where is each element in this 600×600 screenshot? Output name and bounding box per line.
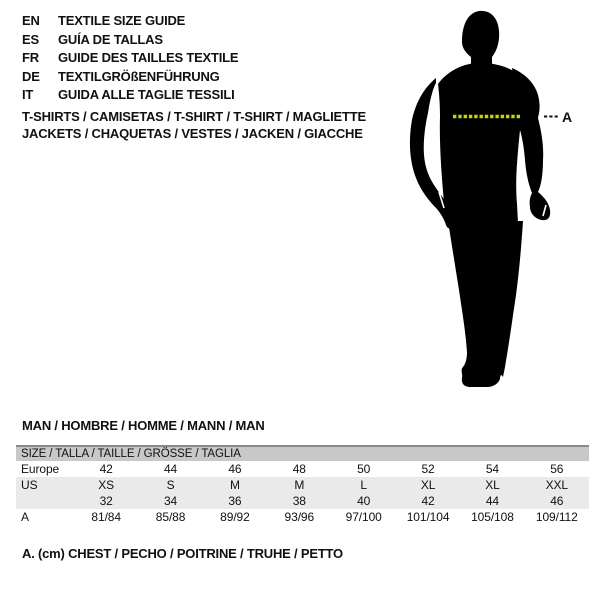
table-cell: XXL [545,478,568,492]
table-cell: 32 [99,494,113,508]
category-line: T-SHIRTS / CAMISETAS / T-SHIRT / T-SHIRT / MAGLIETTE [22,109,366,124]
table-row [16,493,589,509]
table-cell: 89/92 [220,510,250,524]
language-label: GUÍA DE TALLAS [58,31,163,47]
language-label: GUIDE DES TAILLES TEXTILE [58,50,239,65]
language-label: TEXTILGRÖßENFÜHRUNG [58,68,220,84]
row-label: US [21,478,38,492]
table-cell: 54 [485,462,500,476]
language-code: ES [22,31,39,47]
table-cell: 44 [163,462,178,476]
table-cell: 44 [485,494,500,508]
man-silhouette-figure [400,0,600,400]
row-label: A [21,510,29,524]
table-cell: L [360,478,367,492]
language-code: IT [22,87,34,102]
table-cell: 50 [357,462,371,476]
measure-label-a: A [562,109,573,125]
table-cell: 42 [99,462,113,476]
man-silhouette-svg [400,0,600,400]
measurement-footnote: A. (cm) CHEST / PECHO / POITRINE / TRUHE / PETTO [22,546,343,561]
table-cell: 85/88 [155,510,186,524]
man-silhouette [410,11,550,387]
table-row [16,509,589,525]
table-cell: 52 [421,462,435,476]
table-cell: XL [420,478,436,492]
table-cell: 46 [228,462,242,476]
table-cell: XS [98,478,115,492]
table-cell: 36 [228,494,242,508]
table-cell: 101/104 [406,510,450,524]
language-row [22,12,238,31]
table-cell: XL [485,478,500,492]
table-cell: 93/96 [284,510,315,524]
size-table [16,445,589,525]
language-row [22,86,238,105]
table-row [16,461,589,477]
language-list [22,12,238,105]
table-cell: M [229,478,240,492]
language-label: TEXTILE SIZE GUIDE [58,13,186,28]
table-cell: M [294,478,305,492]
silhouette-legs [448,221,523,387]
table-cell: 81/84 [91,510,121,524]
table-cell: 38 [292,494,306,508]
size-table-header: SIZE / TALLA / TAILLE / GRÖSSE / TAGLIA [16,445,589,461]
language-code: FR [22,50,39,65]
language-row [22,68,238,87]
table-cell: 109/112 [535,510,578,524]
table-cell: 105/108 [471,510,514,524]
table-cell: 42 [421,494,435,508]
table-cell: 97/100 [345,510,382,524]
language-row [22,31,238,50]
table-cell: 56 [550,462,564,476]
table-cell: 40 [357,494,371,508]
table-cell: 48 [292,462,306,476]
silhouette-torso [438,63,524,223]
section-title: MAN / HOMBRE / HOMME / MANN / MAN [22,418,265,433]
size-table-body [16,461,589,525]
table-cell: 34 [163,494,178,508]
category-list [22,109,366,142]
row-label: Europe [21,462,60,476]
table-row [16,477,589,493]
silhouette-head [462,11,499,70]
language-label: GUIDA ALLE TAGLIE TESSILI [58,87,235,102]
table-cell: 46 [550,494,564,508]
language-code: DE [22,68,40,84]
table-cell: S [166,478,175,492]
language-row [22,49,238,68]
language-code: EN [22,13,40,28]
category-line: JACKETS / CHAQUETAS / VESTES / JACKEN / GIACCHE [22,125,363,141]
